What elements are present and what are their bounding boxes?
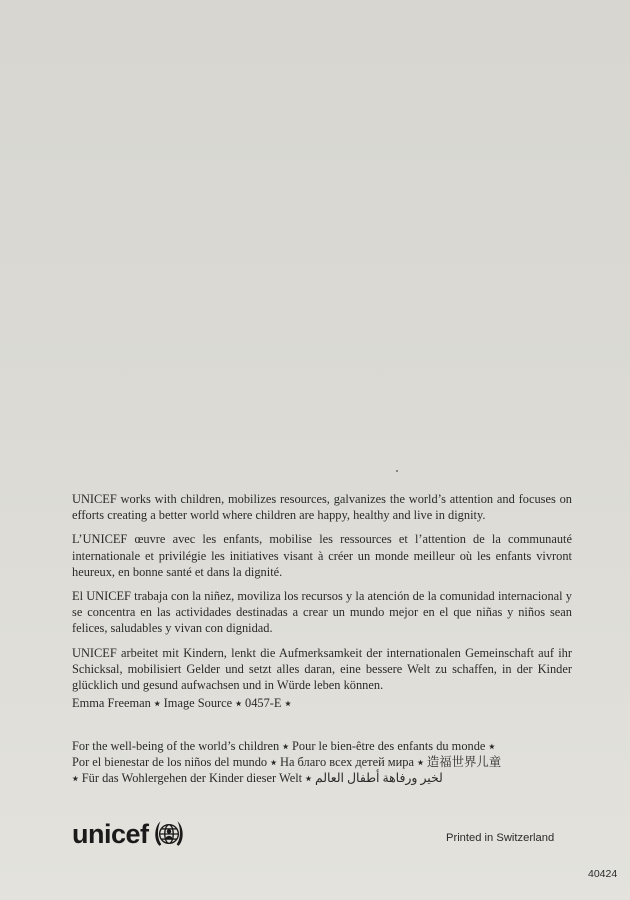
mission-spanish: El UNICEF trabaja con la niñez, moviliza los recursos y la atención de la comunidad internacional y se concentra en las actividades destinadas a crear un mundo mejor en el que niñas y niños sean felices, saludables y vivan con dignidad. (72, 589, 572, 636)
slogan-line: For the well-being of the world’s children ⭑ Pour le bien-être des enfants du monde ⭑ (72, 739, 496, 753)
printed-in-label: Printed in Switzerland (446, 832, 555, 844)
logo-wordmark: unicef (72, 818, 149, 849)
slogan-line: ⭑ Für das Wohlergehen der Kinder dieser Welt ⭑ لخير ورفاهة أطفال العالم (72, 770, 443, 785)
mission-french: L’UNICEF œuvre avec les enfants, mobilise les ressources et l’attention de la communauté internationale et privilégie les initiatives visant à créer un monde meilleur où les enfants vivront heureux, en bonne santé et dans la dignité. (72, 532, 572, 579)
decorative-dot (396, 470, 398, 472)
slogan-line: Por el bienestar de los niños del mundo ⭑ На благо всех детей мира ⭑ 造福世界儿童 (72, 754, 502, 769)
slogans (72, 739, 572, 786)
image-credit: Emma Freeman ⭑ Image Source ⭑ 0457-E ⭑ (72, 696, 292, 710)
mission-statements (72, 491, 572, 701)
unicef-logo (72, 814, 186, 854)
mission-german: UNICEF arbeitet mit Kindern, lenkt die Aufmerksamkeit der internationalen Gemeinschaft auf ihr Schicksal, mobilisiert Gelder und setzt alles daran, eine bessere Welt zu schaffen, in der Kinder glücklich und gesund aufwachsen und in Würde leben können. (72, 645, 572, 693)
un-emblem-icon (152, 817, 186, 851)
mission-english: UNICEF works with children, mobilizes resources, galvanizes the world’s attention and focuses on efforts creating a better world where children are happy, healthy and live in dignity. (72, 492, 572, 523)
product-code: 40424 (588, 868, 618, 880)
